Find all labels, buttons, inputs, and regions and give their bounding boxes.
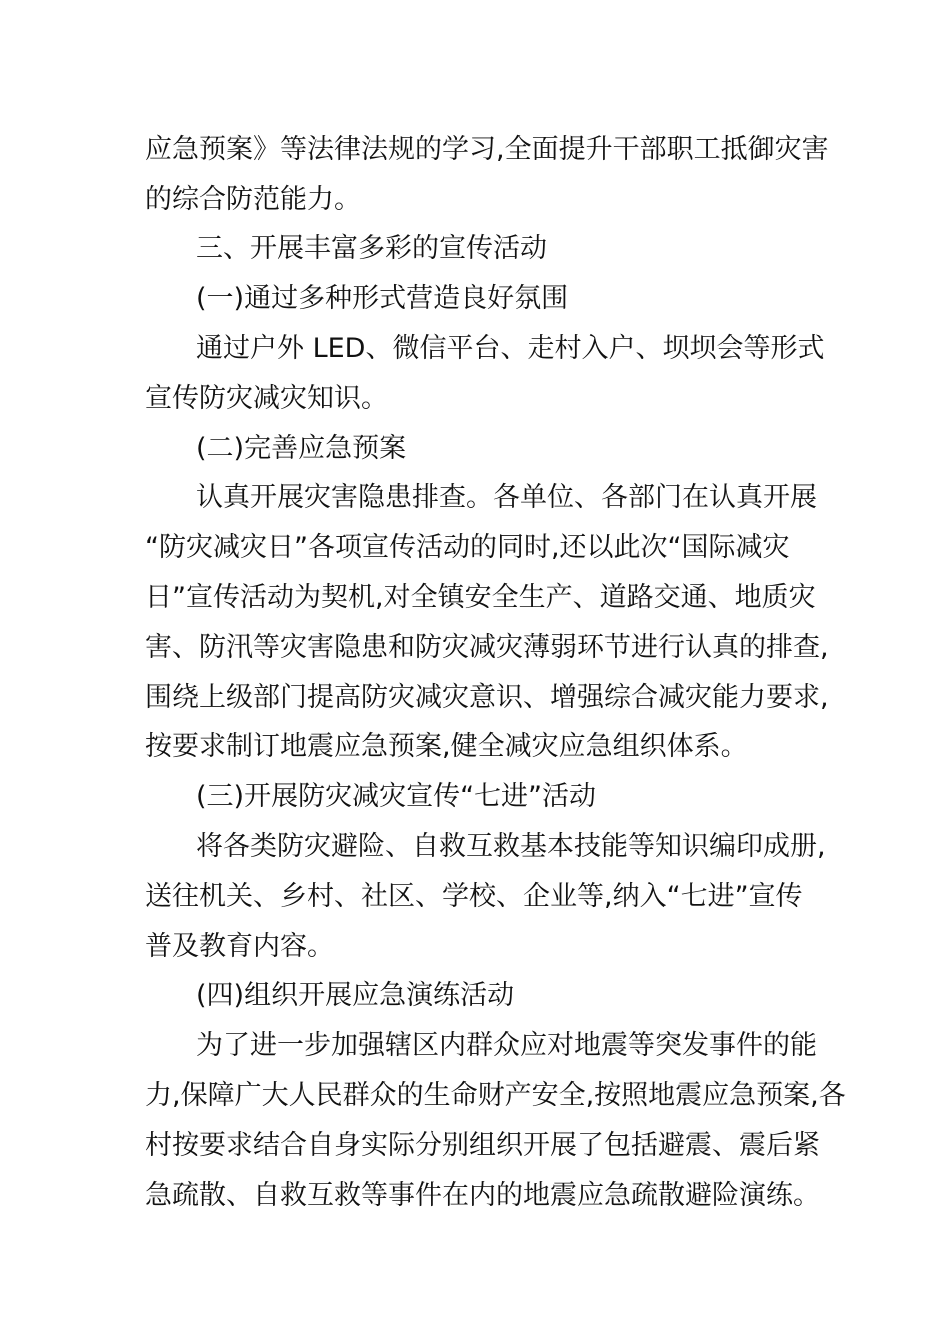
text-line: 认真开展灾害隐患排查。各单位、各部门在认真开展 — [196, 482, 817, 513]
subsection-heading: (四)组织开展应急演练活动 — [196, 980, 515, 1011]
text-line: 普及教育内容。 — [145, 931, 334, 962]
text-line: 将各类防灾避险、自救互救基本技能等知识编印成册, — [196, 831, 826, 862]
text-line: 按要求制订地震应急预案,健全减灾应急组织体系。 — [145, 731, 748, 762]
text-line: 急疏散、自救互救等事件在内的地震应急疏散避险演练。 — [145, 1180, 820, 1211]
text-line: 日”宣传活动为契机,对全镇安全生产、道路交通、地质灾 — [145, 582, 816, 613]
subsection-heading: (二)完善应急预案 — [196, 433, 407, 464]
text-line: 村按要求结合自身实际分别组织开展了包括避震、震后紧 — [145, 1130, 820, 1161]
text-line: 应急预案》等法律法规的学习,全面提升干部职工抵御灾害 — [145, 134, 829, 165]
text-line: “防灾减灾日”各项宣传活动的同时,还以此次“国际减灾 — [145, 532, 790, 563]
subsection-heading: (三)开展防灾减灾宣传“七进”活动 — [196, 781, 597, 812]
text-line: 害、防汛等灾害隐患和防灾减灾薄弱环节进行认真的排查, — [145, 632, 829, 663]
text-line: 力,保障广大人民群众的生命财产安全,按照地震应急预案,各 — [145, 1080, 846, 1111]
text-line: 为了进一步加强辖区内群众应对地震等突发事件的能 — [196, 1030, 817, 1061]
section-heading: 三、开展丰富多彩的宣传活动 — [196, 233, 547, 264]
subsection-heading: (一)通过多种形式营造良好氛围 — [196, 283, 569, 314]
text-line: 围绕上级部门提高防灾减灾意识、增强综合减灾能力要求, — [145, 682, 829, 713]
text-line: 送往机关、乡村、社区、学校、企业等,纳入“七进”宣传 — [145, 881, 803, 912]
text-line: 宣传防灾减灾知识。 — [145, 383, 388, 414]
text-line: 的综合防范能力。 — [145, 184, 361, 215]
text-line: 通过户外 LED、微信平台、走村入户、坝坝会等形式 — [196, 333, 825, 364]
